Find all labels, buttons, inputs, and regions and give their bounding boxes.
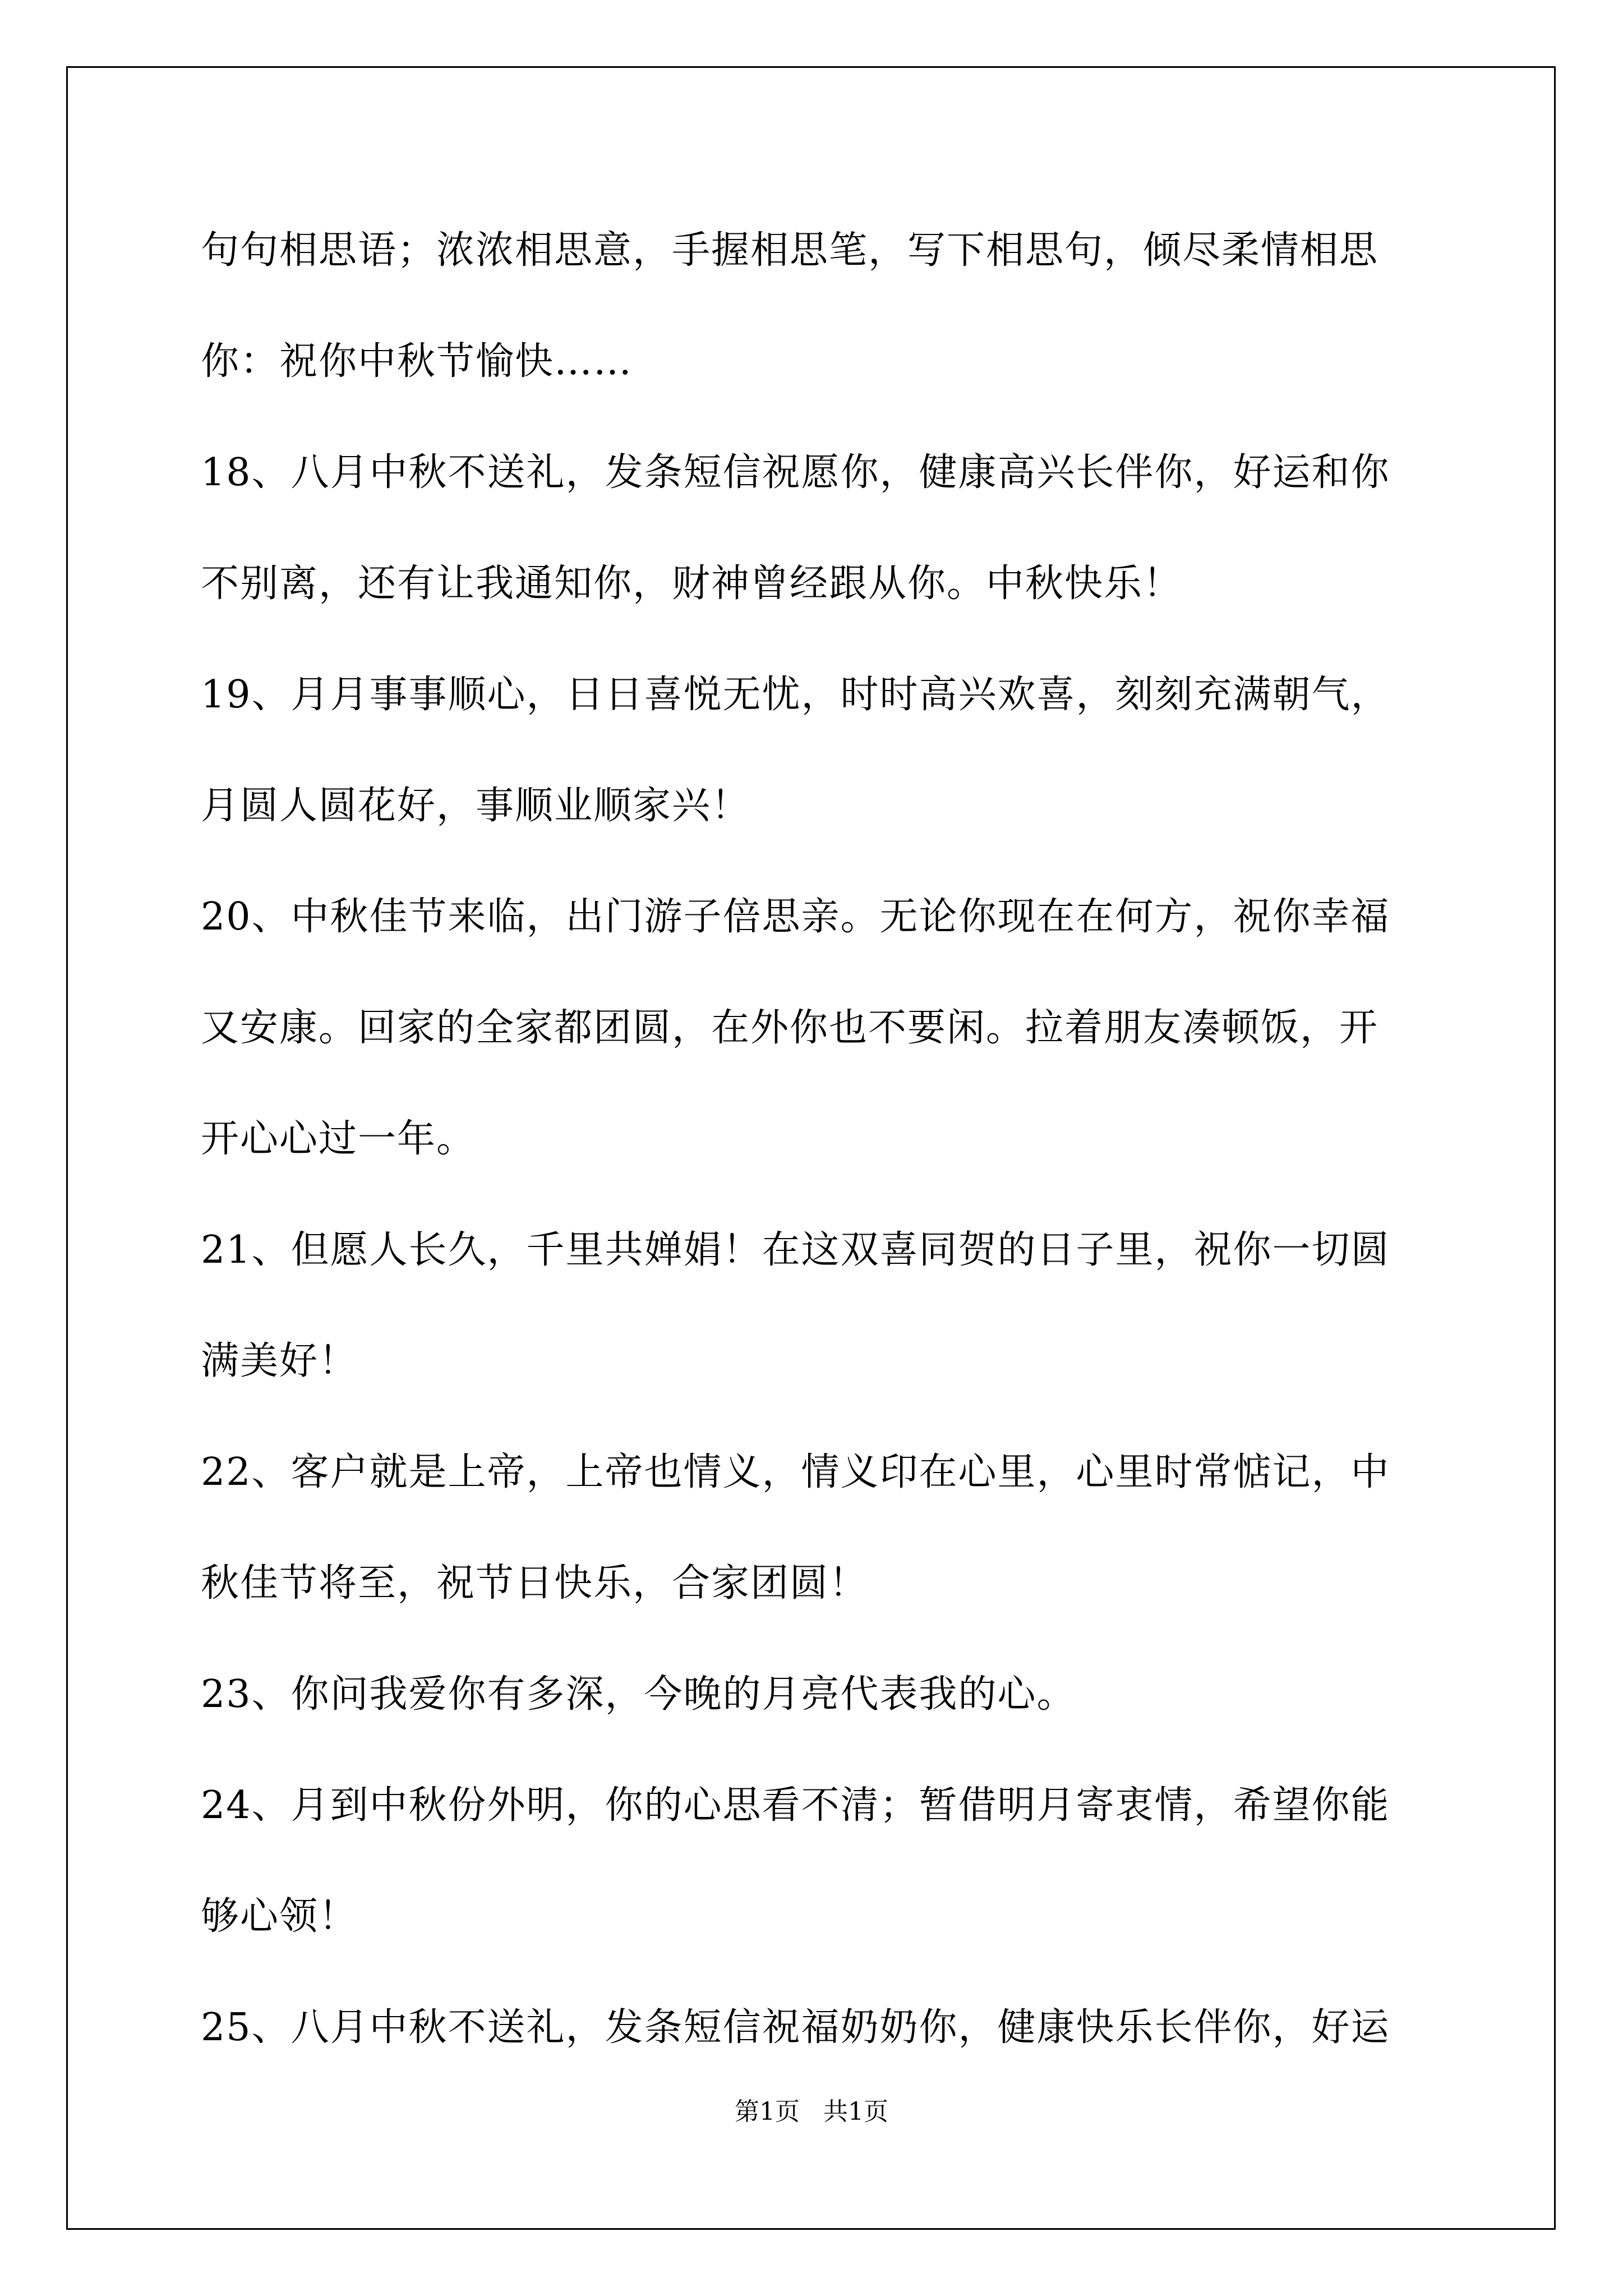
text-line: 句句相思语；浓浓相思意，手握相思笔，写下相思句，倾尽柔情相思 [201, 228, 1379, 273]
text-line: 开心心过一年。 [201, 1117, 476, 1161]
text-line: 19、月月事事顺心，日日喜悦无忧，时时高兴欢喜，刻刻充满朝气， [201, 673, 1390, 717]
text-line: 24、月到中秋份外明，你的心思看不清；暂借明月寄衷情，希望你能 [201, 1783, 1390, 1828]
text-line: 25、八月中秋不送礼，发条短信祝福奶奶你，健康快乐长伴你，好运 [201, 2005, 1390, 2050]
text-line: 23、你问我爱你有多深，今晚的月亮代表我的心。 [201, 1672, 1076, 1717]
text-line: 21、但愿人长久，千里共婵娟！在这双喜同贺的日子里，祝你一切圆 [201, 1228, 1390, 1272]
page-number-footer: 第1页 共1页 [735, 2097, 888, 2126]
text-line: 秋佳节将至，祝节日快乐，合家团圆！ [201, 1561, 869, 1605]
text-line: 20、中秋佳节来临，出门游子倍思亲。无论你现在在何方，祝你幸福 [201, 895, 1390, 939]
text-line: 22、客户就是上帝，上帝也情义，情义印在心里，心里时常惦记，中 [201, 1450, 1390, 1494]
text-line: 18、八月中秋不送礼，发条短信祝愿你，健康高兴长伴你，好运和你 [201, 450, 1390, 495]
text-line: 够心领！ [201, 1894, 358, 1939]
text-line: 不别离，还有让我通知你，财神曾经跟从你。中秋快乐！ [201, 562, 1183, 606]
text-line: 又安康。回家的全家都团圆，在外你也不要闲。拉着朋友凑顿饭，开 [201, 1006, 1379, 1050]
text-line: 月圆人圆花好，事顺业顺家兴！ [201, 784, 751, 828]
document-body [201, 195, 1435, 2083]
text-line: 满美好！ [201, 1339, 358, 1383]
text-line: 你：祝你中秋节愉快…… [201, 339, 633, 384]
